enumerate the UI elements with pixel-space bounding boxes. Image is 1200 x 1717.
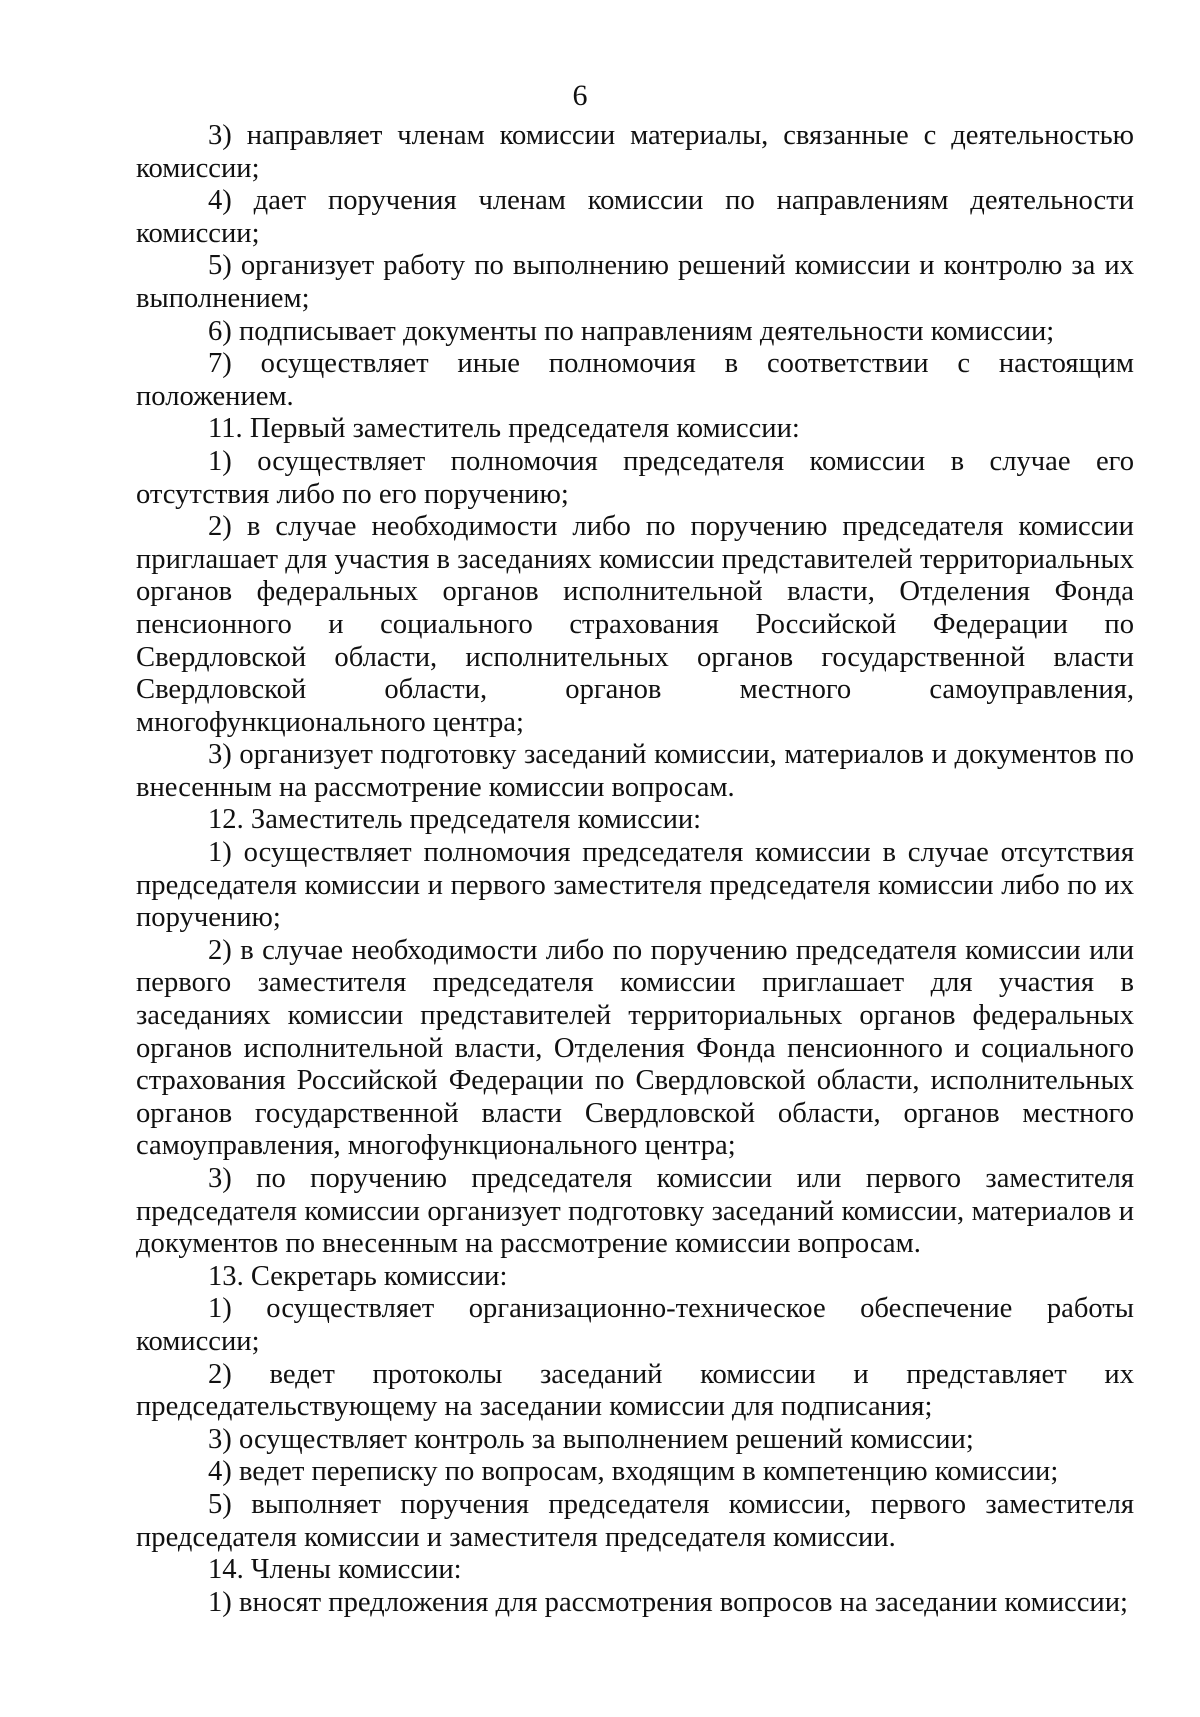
document-body <box>136 120 1134 1619</box>
section-heading: 12. Заместитель председателя комиссии: <box>208 804 702 836</box>
section-heading: 14. Члены комиссии: <box>208 1554 462 1586</box>
page-number: 6 <box>572 79 588 112</box>
paragraph: 1) вносят предложения для рассмотрения вопросов на заседании комиссии; <box>208 1586 1128 1618</box>
paragraph: 7) осуществляет иные полномочия в соответствии с настоящим положением. <box>136 348 1134 412</box>
section-heading: 13. Секретарь комиссии: <box>208 1260 508 1292</box>
paragraph: 6) подписывает документы по направлениям деятельности комиссии; <box>208 315 1055 347</box>
section-heading: 11. Первый заместитель председателя комиссии: <box>208 413 800 445</box>
paragraph: 2) в случае необходимости либо по поручению председателя комиссии приглашает для участия в заседаниях комиссии представителей территориальных органов федеральных органов исполнительной власти, Отделения Фонда пенсионного и социального страхования Российской Федерации по Свердловской области, исполнительных органов государственной власти Свердловской области, органов местного самоуправления, многофункционального центра; <box>136 511 1134 738</box>
paragraph: 3) по поручению председателя комиссии или первого заместителя председателя комиссии организует подготовку заседаний комиссии, материалов и документов по внесенным на рассмотрение комиссии вопросам. <box>136 1163 1134 1260</box>
paragraph: 3) направляет членам комиссии материалы, связанные с деятельностью комиссии; <box>136 120 1134 184</box>
paragraph: 3) организует подготовку заседаний комиссии, материалов и документов по внесенным на рассмотрение комиссии вопросам. <box>136 739 1134 803</box>
paragraph: 1) осуществляет организационно-техническое обеспечение работы комиссии; <box>136 1293 1134 1357</box>
paragraph: 2) ведет протоколы заседаний комиссии и представляет их председательствующему на заседании комиссии для подписания; <box>136 1358 1134 1423</box>
paragraph: 2) в случае необходимости либо по поручению председателя комиссии или первого заместителя председателя комиссии приглашает для участия в заседаниях комиссии представителей территориальных органов федеральных органов исполнительной власти, Отделения Фонда пенсионного и социального страхования Российской Федерации по Свердловской области, исполнительных органов государственной власти Свердловской области, органов местного самоуправления, многофункционального центра; <box>136 934 1134 1162</box>
paragraph: 5) организует работу по выполнению решений комиссии и контролю за их выполнением; <box>136 250 1134 314</box>
paragraph: 4) ведет переписку по вопросам, входящим в компетенцию комиссии; <box>208 1456 1059 1488</box>
paragraph: 5) выполняет поручения председателя комиссии, первого заместителя председателя комиссии и заместителя председателя комиссии. <box>136 1488 1134 1553</box>
paragraph: 4) дает поручения членам комиссии по направлениям деятельности комиссии; <box>136 185 1134 249</box>
paragraph: 1) осуществляет полномочия председателя комиссии в случае его отсутствия либо по его поручению; <box>136 445 1134 510</box>
paragraph: 3) осуществляет контроль за выполнением решений комиссии; <box>208 1423 974 1455</box>
paragraph: 1) осуществляет полномочия председателя комиссии в случае отсутствия председателя комиссии и первого заместителя председателя комиссии либо по их поручению; <box>136 837 1134 934</box>
